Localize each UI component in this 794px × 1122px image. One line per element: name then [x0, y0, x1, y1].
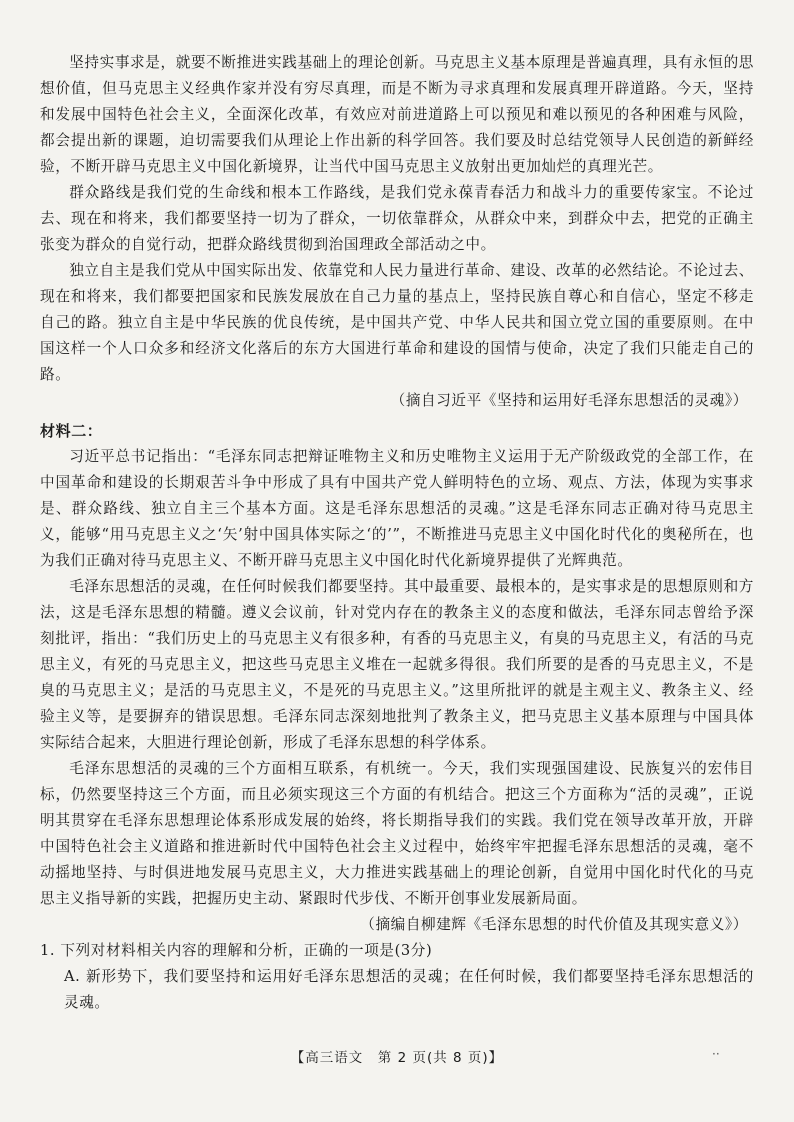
question-1: 1. 下列对材料相关内容的理解和分析，正确的一项是(3分)	[40, 942, 433, 959]
source-citation-1: （摘自习近平《坚持和运用好毛泽东思想活的灵魂》）	[390, 392, 748, 409]
paragraph-seek-truth: 坚持实事求是，就要不断推进实践基础上的理论创新。马克思主义基本原理是普遍真理，具有永恒的思想价值，但马克思主义经典作家并没有穷尽真理，而是不断为寻求真理和发展真理开辟道路。今天，坚持和发展中国特色社会主义，全面深化改革，有效应对前进道路上可以预见和难以预见的各种困难与风险，都会提出新的课题，迫切需要我们从理论上作出新的科学回答。我们要及时总结党领导人民创造的新鲜经验，不断开辟马克思主义中国化新境界，让当代中国马克思主义放射出更加灿烂的真理光芒。	[40, 54, 754, 175]
paragraph-independence: 独立自主是我们党从中国实际出发、依靠党和人民力量进行革命、建设、改革的必然结论。不论过去、现在和将来，我们都要把国家和民族发展放在自己力量的基点上，坚持民族自尊心和自信心，坚定不移走自己的路。独立自主是中华民族的优良传统，是中国共产党、中华人民共和国立党立国的重要原则。在中国这样一个人口众多和经济文化落后的东方大国进行革命和建设的国情与使命，决定了我们只能走自己的路。	[40, 262, 754, 383]
paragraph-xi-quote: 习近平总书记指出：“毛泽东同志把辩证唯物主义和历史唯物主义运用于无产阶级政党的全部工作，在中国革命和建设的长期艰苦斗争中形成了具有中国共产党人鲜明特色的立场、观点、方法，体现为实事求是、群众路线、独立自主三个基本方面。这是毛泽东思想活的灵魂。”这是毛泽东同志正确对待马克思主义，能够“用马克思主义之‘矢’射中国具体实际之‘的’”，不断推进马克思主义中国化时代化的奥秘所在，也为我们正确对待马克思主义、不断开辟马克思主义中国化时代化新境界提供了光辉典范。	[40, 448, 754, 569]
page-footer: 【高三语文 第 2 页(共 8 页)】	[290, 1050, 504, 1066]
material-2-heading: 材料二：	[40, 422, 103, 440]
paragraph-mass-line: 群众路线是我们党的生命线和根本工作路线，是我们党永葆青春活力和战斗力的重要传家宝。不论过去、现在和将来，我们都要坚持一切为了群众，一切依靠群众，从群众中来，到群众中去，把党的正确主张变为群众的自觉行动，把群众路线贯彻到治国理政全部活动之中。	[40, 184, 754, 253]
corner-mark: ··	[712, 1047, 720, 1061]
document-page	[40, 50, 754, 1016]
option-a: A. 新形势下，我们要坚持和运用好毛泽东思想活的灵魂；在任何时候，我们都要坚持毛泽东思想活的灵魂。	[64, 968, 754, 1011]
paragraph-living-soul: 毛泽东思想活的灵魂，在任何时候我们都要坚持。其中最重要、最根本的，是实事求是的思想原则和方法，这是毛泽东思想的精髓。遵义会议前，针对党内存在的教条主义的态度和做法，毛泽东同志曾给予深刻批评，指出：“我们历史上的马克思主义有很多种，有香的马克思主义，有臭的马克思主义，有活的马克思主义，有死的马克思主义，把这些马克思主义堆在一起就多得很。我们所要的是香的马克思主义，不是臭的马克思主义；是活的马克思主义，不是死的马克思主义。”这里所批评的就是主观主义、教条主义、经验主义等，是要摒弃的错误思想。毛泽东同志深刻地批判了教条主义，把马克思主义基本原理与中国具体实际结合起来，大胆进行理论创新，形成了毛泽东思想的科学体系。	[40, 578, 754, 751]
paragraph-three-aspects: 毛泽东思想活的灵魂的三个方面相互联系，有机统一。今天，我们实现强国建设、民族复兴的宏伟目标，仍然要坚持这三个方面，而且必须实现这三个方面的有机结合。把这三个方面称为“活的灵魂”，正说明其贯穿在毛泽东思想理论体系形成发展的始终，将长期指导我们的实践。我们党在领导改革开放，开辟中国特色社会主义道路和推进新时代中国特色社会主义过程中，始终牢牢把握毛泽东思想活的灵魂，毫不动摇地坚持、与时俱进地发展马克思主义，大力推进实践基础上的理论创新，自觉用中国化时代化的马克思主义指导新的实践，把握历史主动、紧跟时代步伐、不断开创事业发展新局面。	[40, 760, 754, 907]
source-citation-2: （摘编自柳建辉《毛泽东思想的时代价值及其现实意义》）	[360, 916, 748, 933]
